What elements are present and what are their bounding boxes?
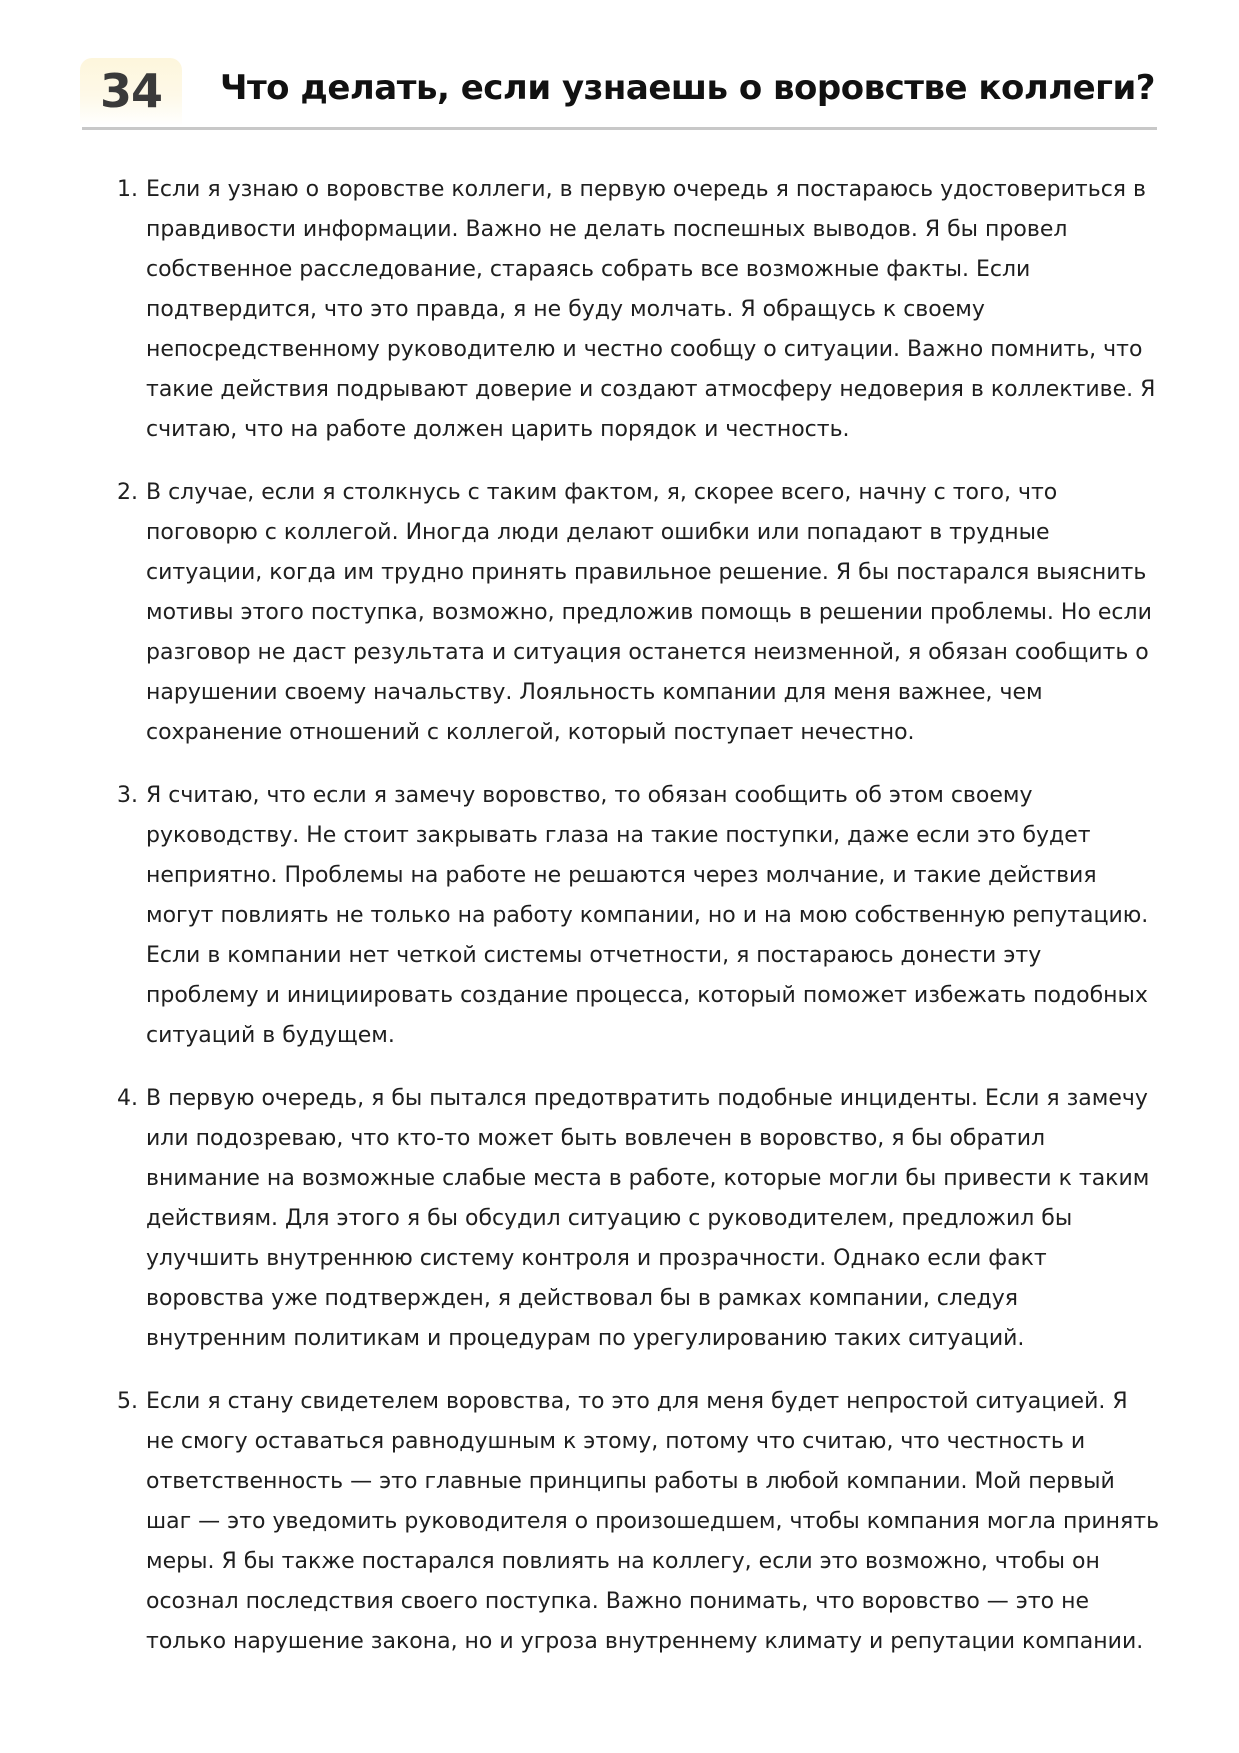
page-title: Что делать, если узнаешь о воровстве коллеги? [220,68,1155,108]
list-item-text: В первую очередь, я бы пытался предотвратить подобные инциденты. Если я замечу или подозреваю, что кто-то может быть вовлечен в воровство, я бы обратил внимание на возможные слабые места в работе, которые могли бы привести к таким действиям. Для этого я бы обсудил ситуацию с руководителем, предложил бы улучшить внутреннюю систему контроля и прозрачности. Однако если факт воровства уже подтвержден, я действовал бы в рамках компании, следуя внутренним политикам и процедурам по урегулированию таких ситуаций. [146,1086,1150,1351]
list-item-text: В случае, если я столкнусь с таким фактом, я, скорее всего, начну с того, что поговорю с коллегой. Иногда люди делают ошибки или попадают в трудные ситуации, когда им трудно принять правильное решение. Я бы постарался выяснить мотивы этого поступка, возможно, предложив помощь в решении проблемы. Но если разговор не даст результата и ситуация останется неизменной, я обязан сообщить о нарушении своему начальству. Лояльность компании для меня важнее, чем сохранение отношений с коллегой, который поступает нечестно. [146,480,1152,745]
answer-list [110,170,1160,1685]
list-item-2 [110,473,1160,753]
list-item-text: Я считаю, что если я замечу воровство, то обязан сообщить об этом своему руководству. Не стоит закрывать глаза на такие поступки, даже если это будет неприятно. Проблемы на работе не решаются через молчание, и такие действия могут повлиять не только на работу компании, но и на мою собственную репутацию. Если в компании нет четкой системы отчетности, я постараюсь донести эту проблему и инициировать создание процесса, который поможет избежать подобных ситуаций в будущем. [146,783,1149,1048]
list-item-number: 1. [117,177,138,202]
page-number: 34 [100,64,163,118]
list-item-text: Если я стану свидетелем воровства, то это для меня будет непростой ситуацией. Я не смогу оставаться равнодушным к этому, потому что считаю, что честность и ответственность — это главные принципы работы в любой компании. Мой первый шаг — это уведомить руководителя о произошедшем, чтобы компания могла принять меры. Я бы также постарался повлиять на коллегу, если это возможно, чтобы он осознал последствия своего поступка. Важно понимать, что воровство — это не только нарушение закона, но и угроза внутреннему климату и репутации компании. [146,1389,1160,1654]
list-item-1 [110,170,1160,450]
list-item-number: 4. [117,1086,138,1111]
header-divider [82,127,1157,130]
list-item-4 [110,1079,1160,1359]
list-item-3 [110,776,1160,1056]
list-item-number: 3. [117,783,138,808]
list-item-number: 5. [117,1389,138,1414]
list-item-text: Если я узнаю о воровстве коллеги, в первую очередь я постараюсь удостовериться в правдивости информации. Важно не делать поспешных выводов. Я бы провел собственное расследование, стараясь собрать все возможные факты. Если подтвердится, что это правда, я не буду молчать. Я обращусь к своему непосредственному руководителю и честно сообщу о ситуации. Важно помнить, что такие действия подрывают доверие и создают атмосферу недоверия в коллективе. Я считаю, что на работе должен царить порядок и честность. [146,177,1156,442]
list-item-number: 2. [117,480,138,505]
list-item-5 [110,1382,1160,1662]
